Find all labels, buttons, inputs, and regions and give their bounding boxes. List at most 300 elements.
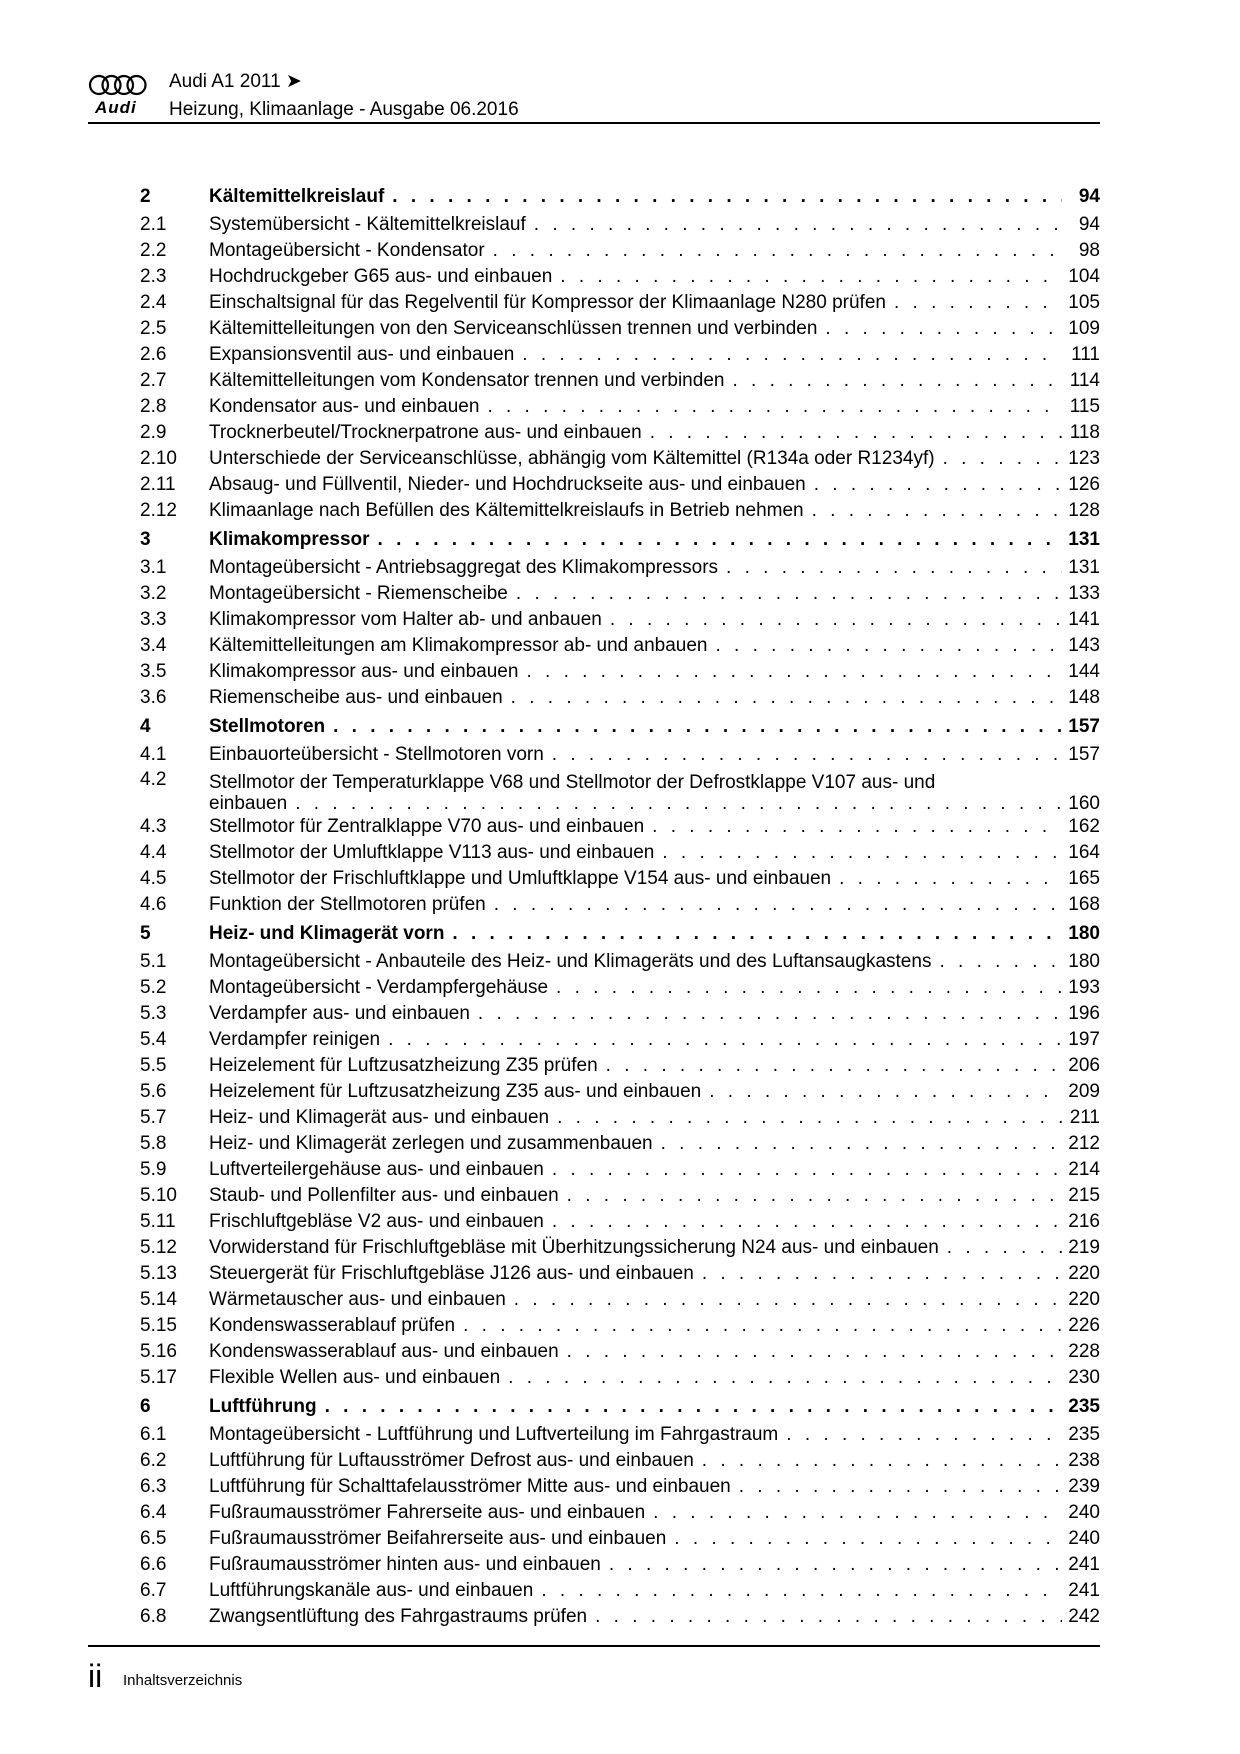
toc-number: 3.4 [140,635,167,656]
toc-title-wrap [209,742,1062,768]
toc-title: Luftführung für Schalttafelausströmer Mitte aus- und einbauen [209,1476,731,1497]
toc-title: Montageübersicht - Kondensator [209,240,485,261]
toc-number: 4.4 [140,842,167,863]
toc-title: Stellmotor der Temperaturklappe V68 und Stellmotor der Defrostklappe V107 aus- und [209,772,936,793]
toc-title-wrap [209,1183,1062,1209]
toc-number: 2.1 [140,214,167,235]
toc-row[interactable] [140,368,1100,394]
toc-row[interactable] [140,1105,1100,1131]
dot-leader [444,918,1062,949]
toc-title: Zwangsentlüftung des Fahrgastraums prüfen [209,1606,588,1627]
toc-title: Expansionsventil aus- und einbauen [209,344,515,365]
toc-title-wrap [209,607,1062,633]
toc-title-wrap [209,498,1062,524]
dot-leader [514,342,1062,368]
dot-leader [886,290,1062,316]
toc-title: Kältemittelleitungen vom Kondensator trennen und verbinden [209,370,725,391]
toc-number: 5.17 [140,1367,177,1388]
toc-row[interactable] [140,1235,1100,1261]
toc-title-wrap [209,918,1062,949]
dot-leader [931,949,1062,975]
toc-page-number: 141 [1068,609,1100,630]
toc-page-number: 111 [1071,344,1100,365]
toc-page-number: 94 [1078,214,1100,235]
toc-chapter-row[interactable] [140,1391,1100,1422]
toc-title: Trocknerbeutel/Trocknerpatrone aus- und einbauen [209,422,642,443]
toc-title: Staub- und Pollenfilter aus- und einbauen [209,1185,559,1206]
toc-number: 5.16 [140,1341,177,1362]
manual-title: Audi A1 2011 ➤ [169,71,302,92]
toc-title-continuation-line [209,793,1062,814]
toc-title-wrap [209,949,1062,975]
toc-title: Fußraumausströmer Fahrerseite aus- und einbauen [209,1502,646,1523]
dot-leader [653,1131,1062,1157]
toc-page-number: 228 [1068,1341,1100,1362]
toc-title: Steuergerät für Frischluftgebläse J126 aus- und einbauen [209,1263,694,1284]
toc-row[interactable] [140,742,1100,768]
toc-title-wrap [209,892,1062,918]
toc-page-number: 220 [1068,1263,1100,1284]
toc-page-number: 118 [1069,422,1100,443]
toc-row[interactable] [140,1157,1100,1183]
dot-leader [778,1422,1062,1448]
toc-number: 5.9 [140,1159,167,1180]
toc-title-wrap [209,524,1062,555]
toc-title-wrap [209,1313,1062,1339]
toc-title: Montageübersicht - Luftführung und Luftverteilung im Fahrgastraum [209,1424,779,1445]
toc-number: 2.3 [140,266,167,287]
dot-leader [642,420,1062,446]
toc-row[interactable] [140,866,1100,892]
toc-title: Heizelement für Luftzusatzheizung Z35 prüfen [209,1055,598,1076]
toc-title-wrap [209,1422,1062,1448]
toc-page-number: 238 [1068,1450,1100,1471]
toc-page-number: 157 [1068,716,1100,737]
toc-title-wrap [209,1209,1062,1235]
dot-leader [317,1391,1062,1422]
audi-logo [88,72,148,120]
toc-title-wrap [209,1105,1062,1131]
toc-number: 3.1 [140,557,167,578]
toc-page-number: 165 [1068,868,1100,889]
toc-row[interactable] [140,1422,1100,1448]
toc-title-wrap [209,1053,1062,1079]
dot-leader [287,793,1062,814]
toc-number: 6.3 [140,1476,167,1497]
toc-number: 6.4 [140,1502,167,1523]
toc-title: Frischluftgebläse V2 aus- und einbauen [209,1211,544,1232]
toc-title: Kondensator aus- und einbauen [209,396,480,417]
toc-page-number: 214 [1068,1159,1100,1180]
toc-title-wrap [209,1235,1062,1261]
toc-row[interactable] [140,1448,1100,1474]
toc-title-wrap [209,1500,1062,1526]
toc-row[interactable] [140,1079,1100,1105]
toc-title-wrap [209,814,1062,840]
toc-number: 3.2 [140,583,167,604]
toc-page-number: 114 [1069,370,1100,391]
toc-number: 5.12 [140,1237,177,1258]
toc-title: Einbauorteübersicht - Stellmotoren vorn [209,744,544,765]
toc-number: 5 [140,923,151,944]
toc-title-wrap [209,1027,1062,1053]
toc-row[interactable] [140,1001,1100,1027]
toc-title-wrap [209,866,1062,892]
toc-title-wrap [209,264,1062,290]
toc-title: Funktion der Stellmotoren prüfen [209,894,486,915]
toc-title-wrap [209,1365,1062,1391]
toc-title-wrap [209,1261,1062,1287]
toc-title-wrap [209,1552,1062,1578]
dot-leader [587,1604,1062,1630]
toc-page-number: 123 [1068,448,1100,469]
toc-row[interactable] [140,290,1100,316]
toc-page-number: 235 [1068,1424,1100,1445]
toc-title-continuation: einbauen [209,793,288,814]
toc-page-number: 239 [1068,1476,1100,1497]
toc-number: 2.7 [140,370,167,391]
toc-page-number: 131 [1068,529,1100,550]
toc-number: 6.6 [140,1554,167,1575]
toc-page-number: 206 [1068,1055,1100,1076]
toc-row[interactable] [140,555,1100,581]
toc-number: 5.3 [140,1003,167,1024]
toc-title: Heizelement für Luftzusatzheizung Z35 aus- und einbauen [209,1081,702,1102]
toc-title: Luftführung [209,1396,317,1417]
toc-number: 4.1 [140,744,167,765]
dot-leader [831,866,1062,892]
dot-leader [503,685,1062,711]
toc-row[interactable] [140,814,1100,840]
dot-leader [701,1079,1062,1105]
toc-title: Kältemittelleitungen von den Serviceanschlüssen trennen und verbinden [209,318,818,339]
dot-leader [533,1578,1062,1604]
toc-title: Riemenscheibe aus- und einbauen [209,687,503,708]
toc-row[interactable] [140,420,1100,446]
toc-number: 5.7 [140,1107,167,1128]
toc-title: Kältemittelleitungen am Klimakompressor ab- und anbauen [209,635,708,656]
toc-title-wrap [209,238,1062,264]
dot-leader [654,840,1062,866]
toc-row[interactable] [140,1552,1100,1578]
dot-leader [544,742,1062,768]
dot-leader [644,814,1062,840]
toc-title: Vorwiderstand für Frischluftgebläse mit Überhitzungssicherung N24 aus- und einbauen [209,1237,939,1258]
dot-leader [724,368,1062,394]
toc-title: Klimakompressor [209,529,370,550]
dot-leader [559,1183,1062,1209]
toc-row[interactable] [140,685,1100,711]
dot-leader [708,633,1063,659]
toc-page-number: 133 [1068,583,1100,604]
toc-title-wrap [209,659,1062,685]
dot-leader [470,1001,1062,1027]
toc-title-wrap [209,1391,1062,1422]
table-of-contents [140,181,1100,1630]
toc-page-number: 160 [1068,793,1100,814]
dot-leader [544,1209,1062,1235]
toc-page-number: 143 [1068,635,1100,656]
toc-row[interactable] [140,1339,1100,1365]
toc-page-number: 240 [1068,1502,1100,1523]
toc-number: 3.6 [140,687,167,708]
toc-number: 5.14 [140,1289,177,1310]
toc-title-wrap [209,316,1062,342]
toc-chapter-row[interactable] [140,524,1100,555]
toc-row[interactable] [140,581,1100,607]
toc-title: Klimaanlage nach Befüllen des Kältemittelkreislaufs in Betrieb nehmen [209,500,804,521]
toc-title-wrap [209,212,1062,238]
toc-row[interactable] [140,1027,1100,1053]
toc-number: 2.11 [140,474,176,495]
audi-rings-icon [88,72,148,98]
toc-page-number: 168 [1068,894,1100,915]
brand-wordmark: Audi [95,98,137,117]
toc-title: Montageübersicht - Riemenscheibe [209,583,508,604]
toc-title-wrap [209,685,1062,711]
toc-number: 5.6 [140,1081,167,1102]
toc-page-number: 235 [1068,1396,1100,1417]
toc-number: 6.5 [140,1528,167,1549]
header-divider [88,122,1100,124]
dot-leader [325,711,1062,742]
dot-leader [518,659,1062,685]
toc-title-wrap [209,290,1062,316]
toc-row[interactable] [140,840,1100,866]
toc-page-number: 215 [1068,1185,1100,1206]
toc-number: 4.2 [140,769,167,790]
toc-row[interactable] [140,446,1100,472]
toc-page-number: 157 [1068,744,1100,765]
toc-number: 6.7 [140,1580,167,1601]
dot-leader [500,1365,1062,1391]
toc-row[interactable] [140,1604,1100,1630]
toc-number: 2.12 [140,500,177,521]
toc-title: Kältemittelkreislauf [209,186,385,207]
toc-row[interactable] [140,342,1100,368]
toc-page-number: 230 [1068,1367,1100,1388]
toc-number: 5.4 [140,1029,167,1050]
toc-title: Luftführung für Luftausströmer Defrost aus- und einbauen [209,1450,694,1471]
page-header [88,70,1100,124]
toc-row[interactable] [140,975,1100,1001]
toc-title-wrap [209,633,1062,659]
toc-number: 5.10 [140,1185,177,1206]
toc-title-wrap [209,1079,1062,1105]
toc-page-number: 240 [1068,1528,1100,1549]
toc-page-number: 180 [1068,951,1100,972]
dot-leader [806,472,1062,498]
toc-title: Luftverteilergehäuse aus- und einbauen [209,1159,544,1180]
toc-page-number: 162 [1068,816,1100,837]
toc-title-wrap [209,420,1062,446]
toc-title: Unterschiede der Serviceanschlüsse, abhängig vom Kältemittel (R134a oder R1234yf) [209,448,935,469]
toc-title: Stellmotor der Umluftklappe V113 aus- und einbauen [209,842,655,863]
toc-row[interactable] [140,212,1100,238]
toc-page-number: 220 [1068,1289,1100,1310]
toc-title-wrap [209,840,1062,866]
toc-title-wrap [209,1287,1062,1313]
dot-leader [384,181,1062,212]
toc-row[interactable] [140,498,1100,524]
toc-title: Luftführungskanäle aus- und einbauen [209,1580,534,1601]
toc-page-number: 242 [1068,1606,1100,1627]
toc-row[interactable] [140,472,1100,498]
toc-page-number: 128 [1068,500,1100,521]
toc-row[interactable] [140,607,1100,633]
dot-leader [380,1027,1062,1053]
toc-number: 4 [140,716,151,737]
toc-number: 6.2 [140,1450,167,1471]
toc-title-wrap [209,975,1062,1001]
toc-title-wrap [209,472,1062,498]
dot-leader [552,264,1062,290]
page-number: ii [88,1658,103,1694]
toc-title: Stellmotoren [209,716,326,737]
toc-title: Einschaltsignal für das Regelventil für Kompressor der Klimaanlage N280 prüfen [209,292,886,313]
toc-title: Stellmotor für Zentralklappe V70 aus- und einbauen [209,816,645,837]
toc-title: Klimakompressor aus- und einbauen [209,661,519,682]
toc-title-wrap [209,1604,1062,1630]
toc-title-wrap [209,772,1062,814]
toc-row[interactable] [140,1287,1100,1313]
toc-number: 2.2 [140,240,167,261]
dot-leader [645,1500,1062,1526]
toc-number: 5.2 [140,977,167,998]
dot-leader [817,316,1062,342]
toc-page-number: 115 [1069,396,1100,417]
toc-page-number: 197 [1068,1029,1100,1050]
dot-leader [694,1261,1062,1287]
toc-page-number: 219 [1068,1237,1100,1258]
toc-title: Verdampfer reinigen [209,1029,381,1050]
toc-row[interactable] [140,1053,1100,1079]
footer-label: Inhaltsverzeichnis [123,1672,243,1689]
toc-title: Fußraumausströmer Beifahrerseite aus- und einbauen [209,1528,667,1549]
toc-row[interactable] [140,1500,1100,1526]
toc-title-wrap [209,394,1062,420]
toc-title-wrap [209,1526,1062,1552]
toc-row[interactable] [140,1209,1100,1235]
toc-title: Heiz- und Klimagerät vorn [209,923,445,944]
dot-leader [508,581,1062,607]
toc-title-wrap [209,1131,1062,1157]
toc-row[interactable] [140,768,1100,814]
toc-page-number: 94 [1078,186,1100,207]
toc-chapter-row[interactable] [140,918,1100,949]
toc-number: 4.3 [140,816,167,837]
dot-leader [526,212,1062,238]
toc-page-number: 212 [1068,1133,1100,1154]
toc-row[interactable] [140,633,1100,659]
toc-page-number: 193 [1068,977,1100,998]
toc-number: 4.5 [140,868,167,889]
toc-number: 2 [140,186,151,207]
toc-title-wrap [209,555,1062,581]
toc-number: 2.5 [140,318,167,339]
toc-row[interactable] [140,238,1100,264]
dot-leader [935,446,1062,472]
dot-leader [559,1339,1062,1365]
toc-chapter-row[interactable] [140,181,1100,212]
dot-leader [548,975,1062,1001]
toc-row[interactable] [140,1526,1100,1552]
toc-row[interactable] [140,1313,1100,1339]
toc-title-wrap [209,1474,1062,1500]
toc-row[interactable] [140,264,1100,290]
toc-row[interactable] [140,1131,1100,1157]
toc-title-wrap [209,181,1062,212]
toc-chapter-row[interactable] [140,711,1100,742]
toc-row[interactable] [140,1261,1100,1287]
toc-title: Wärmetauscher aus- und einbauen [209,1289,506,1310]
toc-row[interactable] [140,1578,1100,1604]
dot-leader [666,1526,1062,1552]
toc-title-wrap [209,446,1062,472]
toc-row[interactable] [140,892,1100,918]
dot-leader [731,1474,1062,1500]
toc-title: Heiz- und Klimagerät zerlegen und zusammenbauen [209,1133,653,1154]
dot-leader [598,1053,1062,1079]
toc-title: Absaug- und Füllventil, Nieder- und Hochdruckseite aus- und einbauen [209,474,806,495]
toc-number: 5.5 [140,1055,167,1076]
toc-title: Heiz- und Klimagerät aus- und einbauen [209,1107,550,1128]
toc-number: 3 [140,529,151,550]
dot-leader [479,394,1062,420]
dot-leader [939,1235,1062,1261]
toc-page-number: 196 [1068,1003,1100,1024]
toc-title-wrap [209,1001,1062,1027]
toc-number: 6.8 [140,1606,167,1627]
toc-title-wrap [209,711,1062,742]
dot-leader [549,1105,1062,1131]
toc-row[interactable] [140,659,1100,685]
toc-title-wrap [209,342,1062,368]
toc-title-wrap [209,581,1062,607]
toc-page-number: 104 [1068,266,1100,287]
toc-page-number: 164 [1068,842,1100,863]
toc-row[interactable] [140,316,1100,342]
toc-title: Verdampfer aus- und einbauen [209,1003,470,1024]
toc-row[interactable] [140,1183,1100,1209]
toc-title: Montageübersicht - Anbauteile des Heiz- und Klimageräts und des Luftansaugkastens [209,951,932,972]
toc-page-number: 180 [1068,923,1100,944]
toc-row[interactable] [140,1474,1100,1500]
toc-title: Systemübersicht - Kältemittelkreislauf [209,214,526,235]
toc-title-wrap [209,368,1062,394]
toc-number: 4.6 [140,894,167,915]
dot-leader [455,1313,1062,1339]
manual-subtitle: Heizung, Klimaanlage - Ausgabe 06.2016 [169,99,519,120]
toc-row[interactable] [140,1365,1100,1391]
toc-number: 2.8 [140,396,167,417]
dot-leader [506,1287,1062,1313]
toc-row[interactable] [140,394,1100,420]
toc-page-number: 211 [1069,1107,1100,1128]
dot-leader [486,892,1062,918]
toc-title-wrap [209,1339,1062,1365]
toc-title: Hochdruckgeber G65 aus- und einbauen [209,266,553,287]
toc-number: 2.6 [140,344,167,365]
toc-page-number: 241 [1068,1580,1100,1601]
toc-number: 5.13 [140,1263,177,1284]
dot-leader [694,1448,1062,1474]
toc-title: Montageübersicht - Antriebsaggregat des Klimakompressors [209,557,719,578]
toc-page-number: 105 [1068,292,1100,313]
toc-page-number: 241 [1068,1554,1100,1575]
toc-title-wrap [209,1448,1062,1474]
toc-row[interactable] [140,949,1100,975]
